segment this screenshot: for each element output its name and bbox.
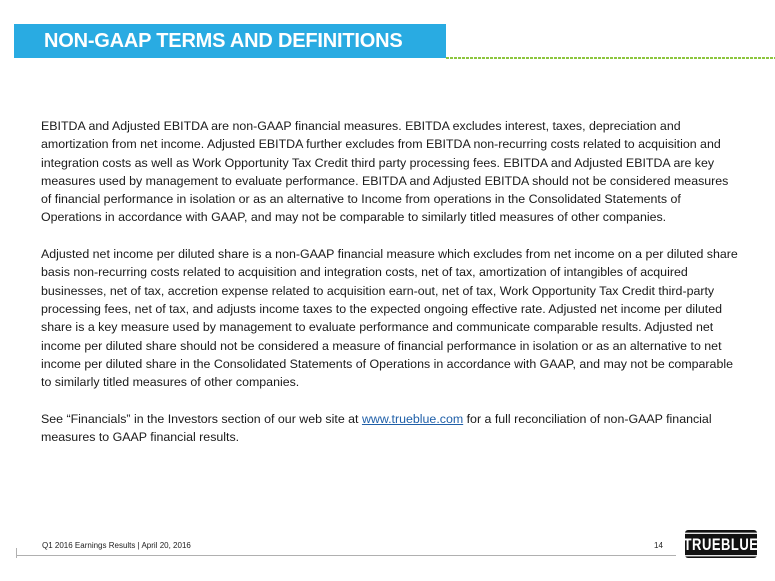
body-content xyxy=(41,117,741,465)
paragraph-3-lead: See “Financials” in the Investors section of our web site at xyxy=(41,411,362,426)
paragraph-ebitda: EBITDA and Adjusted EBITDA are non-GAAP financial measures. EBITDA excludes interest, taxes, depreciation and amortization from net income. Adjusted EBITDA further excludes from EBITDA non-recurring costs related to acquisition and integration costs as well as Work Opportunity Tax Credit third party processing fees. EBITDA and Adjusted EBITDA are key measures used by management to evaluate performance. EBITDA and Adjusted EBITDA should not be considered measures of financial performance in isolation or as an alternative to Income from operations in the Consolidated Statements of Operations in accordance with GAAP, and may not be comparable to similarly titled measures of other companies. xyxy=(41,119,729,225)
page-number: 14 xyxy=(654,541,663,550)
paragraph-financials-reference xyxy=(41,410,741,447)
footer-tick xyxy=(16,548,17,558)
paragraph-3-tail: for a full reconciliation of non-GAAP financial measures to GAAP financial results. xyxy=(41,411,712,445)
footer-divider xyxy=(16,555,676,556)
trueblue-logo-text: TRUEBLUE xyxy=(680,532,763,556)
title-divider xyxy=(446,57,775,59)
paragraph-adjusted-net-income: Adjusted net income per diluted share is a non-GAAP financial measure which excludes from net income on a per diluted share basis non-recurring costs related to acquisition and integration costs, net of tax, amortization of intangibles of acquired businesses, net of tax, accretion expense related to acquisition earn-out, net of tax, Work Opportunity Tax Credit third-party processing fees, net of tax, and adjusts income taxes to the expected ongoing effective rate. Adjusted net income per diluted share is a key measure used by management to evaluate performance and communicate comparable results. Adjusted net income per diluted share should not be considered a measure of financial performance in isolation or as an alternative to net income per diluted share in the Consolidated Statements of Operations in accordance with GAAP, and may not be comparable to similarly titled measures of other companies. xyxy=(41,247,738,390)
footer-label: Q1 2016 Earnings Results | April 20, 2016 xyxy=(42,541,191,550)
trueblue-website-link[interactable]: www.trueblue.com xyxy=(361,411,464,426)
trueblue-logo xyxy=(685,530,757,558)
page-title: NON-GAAP TERMS AND DEFINITIONS xyxy=(44,30,403,52)
